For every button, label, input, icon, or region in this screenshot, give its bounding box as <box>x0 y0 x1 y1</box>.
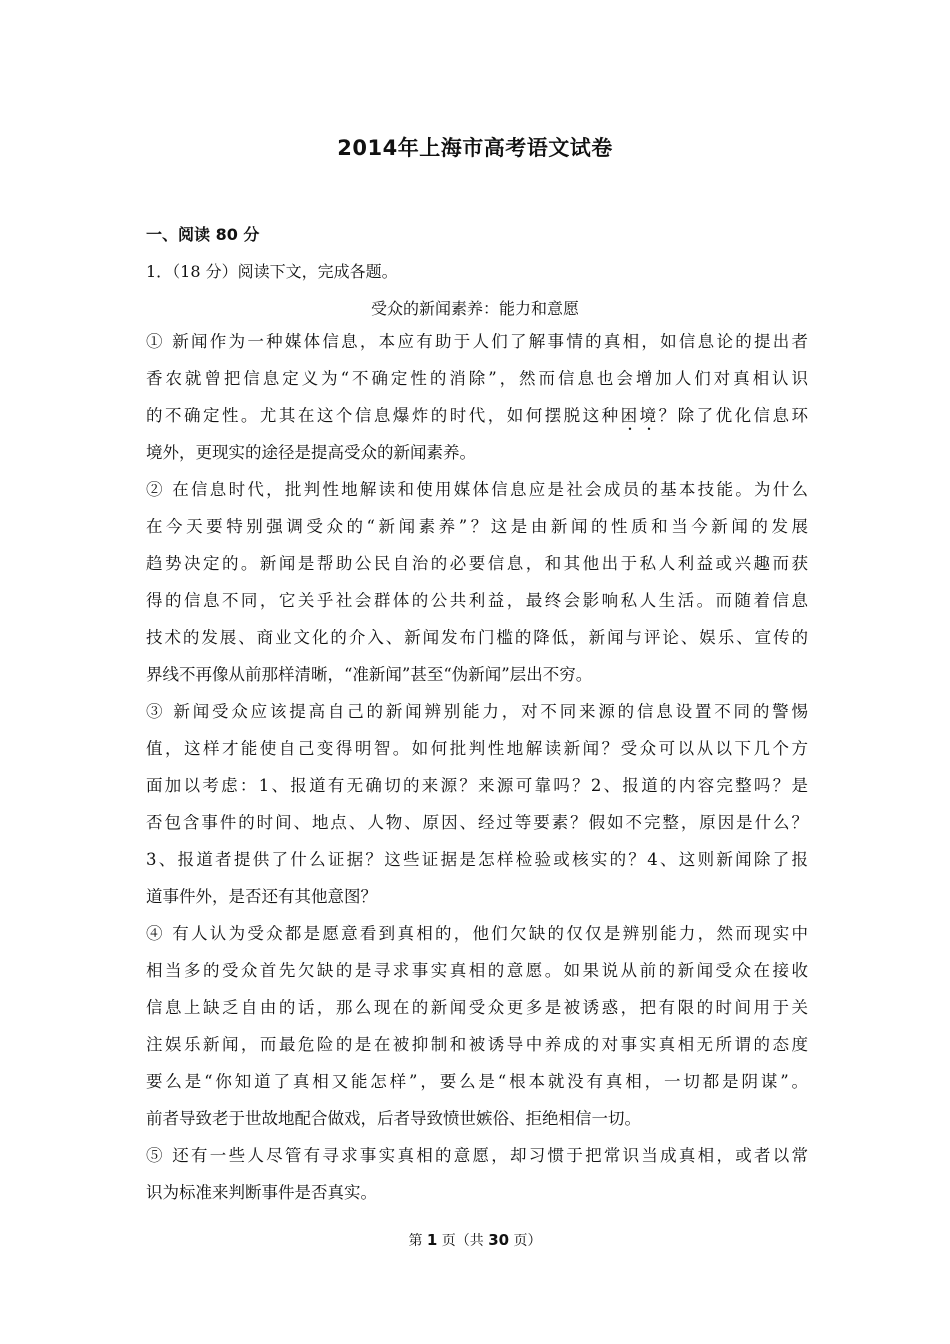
question-intro: 1．（18 分）阅读下文，完成各题。 <box>146 262 398 281</box>
text-line: 要么是“你知道了真相又能怎样”，要么是“根本就没有真相，一切都是阴谋”。 <box>146 1072 808 1091</box>
text-line: 信息上缺乏自由的话，那么现在的新闻受众更多是被诱惑，把有限的时间用于关 <box>146 998 808 1017</box>
text-line: ① 新闻作为一种媒体信息，本应有助于人们了解事情的真相，如信息论的提出者 <box>146 332 808 351</box>
text-line: 面加以考虑：1、报道有无确切的来源？来源可靠吗？2、报道的内容完整吗？是 <box>146 776 808 795</box>
current-page-number: 1 <box>426 1231 438 1249</box>
text-line: 值，这样才能使自己变得明智。如何批判性地解读新闻？受众可以从以下几个方 <box>146 739 808 758</box>
text-segment: 的不确定性。尤其在这个信息爆炸的时代，如何摆脱这种 <box>146 406 621 425</box>
text-line: 注娱乐新闻，而最危险的是在被抑制和被诱导中养成的对事实真相无所谓的态度 <box>146 1035 808 1054</box>
section-heading: 一、阅读 80 分 <box>146 225 260 244</box>
text-line: 否包含事件的时间、地点、人物、原因、经过等要素？假如不完整，原因是什么？ <box>146 813 808 832</box>
text-line: ④ 有人认为受众都是愿意看到真相的，他们欠缺的仅仅是辨别能力，然而现实中 <box>146 924 808 943</box>
total-page-count: 30 <box>488 1231 510 1249</box>
text-line: 得的信息不同，它关乎社会群体的公共利益，最终会影响私人生活。而随着信息 <box>146 591 808 610</box>
text-line: 技术的发展、商业文化的介入、新闻发布门槛的降低，新闻与评论、娱乐、宣传的 <box>146 628 808 647</box>
text-line <box>146 397 808 434</box>
footer-suffix: 页） <box>509 1233 542 1249</box>
document-title: 2014年上海市高考语文试卷 <box>337 136 613 160</box>
text-segment: ？除了优化信息环 <box>658 406 809 425</box>
text-line: 道事件外，是否还有其他意图？ <box>146 887 377 906</box>
article-title: 受众的新闻素养：能力和意愿 <box>370 299 579 318</box>
text-line: 趋势决定的。新闻是帮助公民自治的必要信息，和其他出于私人利益或兴趣而获 <box>146 554 808 573</box>
text-line: 前者导致老于世故地配合做戏，后者导致愤世嫉俗、拒绝相信一切。 <box>146 1109 641 1128</box>
text-line: ⑤ 还有一些人尽管有寻求事实真相的意愿，却习惯于把常识当成真相，或者以常 <box>146 1146 808 1165</box>
text-line: 香农就曾把信息定义为“不确定性的消除”，然而信息也会增加人们对真相认识 <box>146 369 808 388</box>
text-line: ③ 新闻受众应该提高自己的新闻辨别能力，对不同来源的信息设置不同的警惕 <box>146 702 808 721</box>
text-line: 界线不再像从前那样清晰，“准新闻”甚至“伪新闻”层出不穷。 <box>146 665 593 684</box>
footer-prefix: 第 <box>408 1233 427 1249</box>
page-footer <box>0 1230 950 1250</box>
text-line: 识为标准来判断事件是否真实。 <box>146 1183 377 1202</box>
article-body <box>146 323 808 1211</box>
text-line: 3、报道者提供了什么证据？这些证据是怎样检验或核实的？4、这则新闻除了报 <box>146 850 808 869</box>
text-line: 境外，更现实的途径是提高受众的新闻素养。 <box>146 443 476 462</box>
emphasized-word: 困境 <box>620 406 659 425</box>
text-line: 相当多的受众首先欠缺的是寻求事实真相的意愿。如果说从前的新闻受众在接收 <box>146 961 808 980</box>
footer-middle: 页（共 <box>437 1233 489 1249</box>
text-line: 在今天要特别强调受众的“新闻素养”？这是由新闻的性质和当今新闻的发展 <box>146 517 808 536</box>
text-line: ② 在信息时代，批判性地解读和使用媒体信息应是社会成员的基本技能。为什么 <box>146 480 808 499</box>
